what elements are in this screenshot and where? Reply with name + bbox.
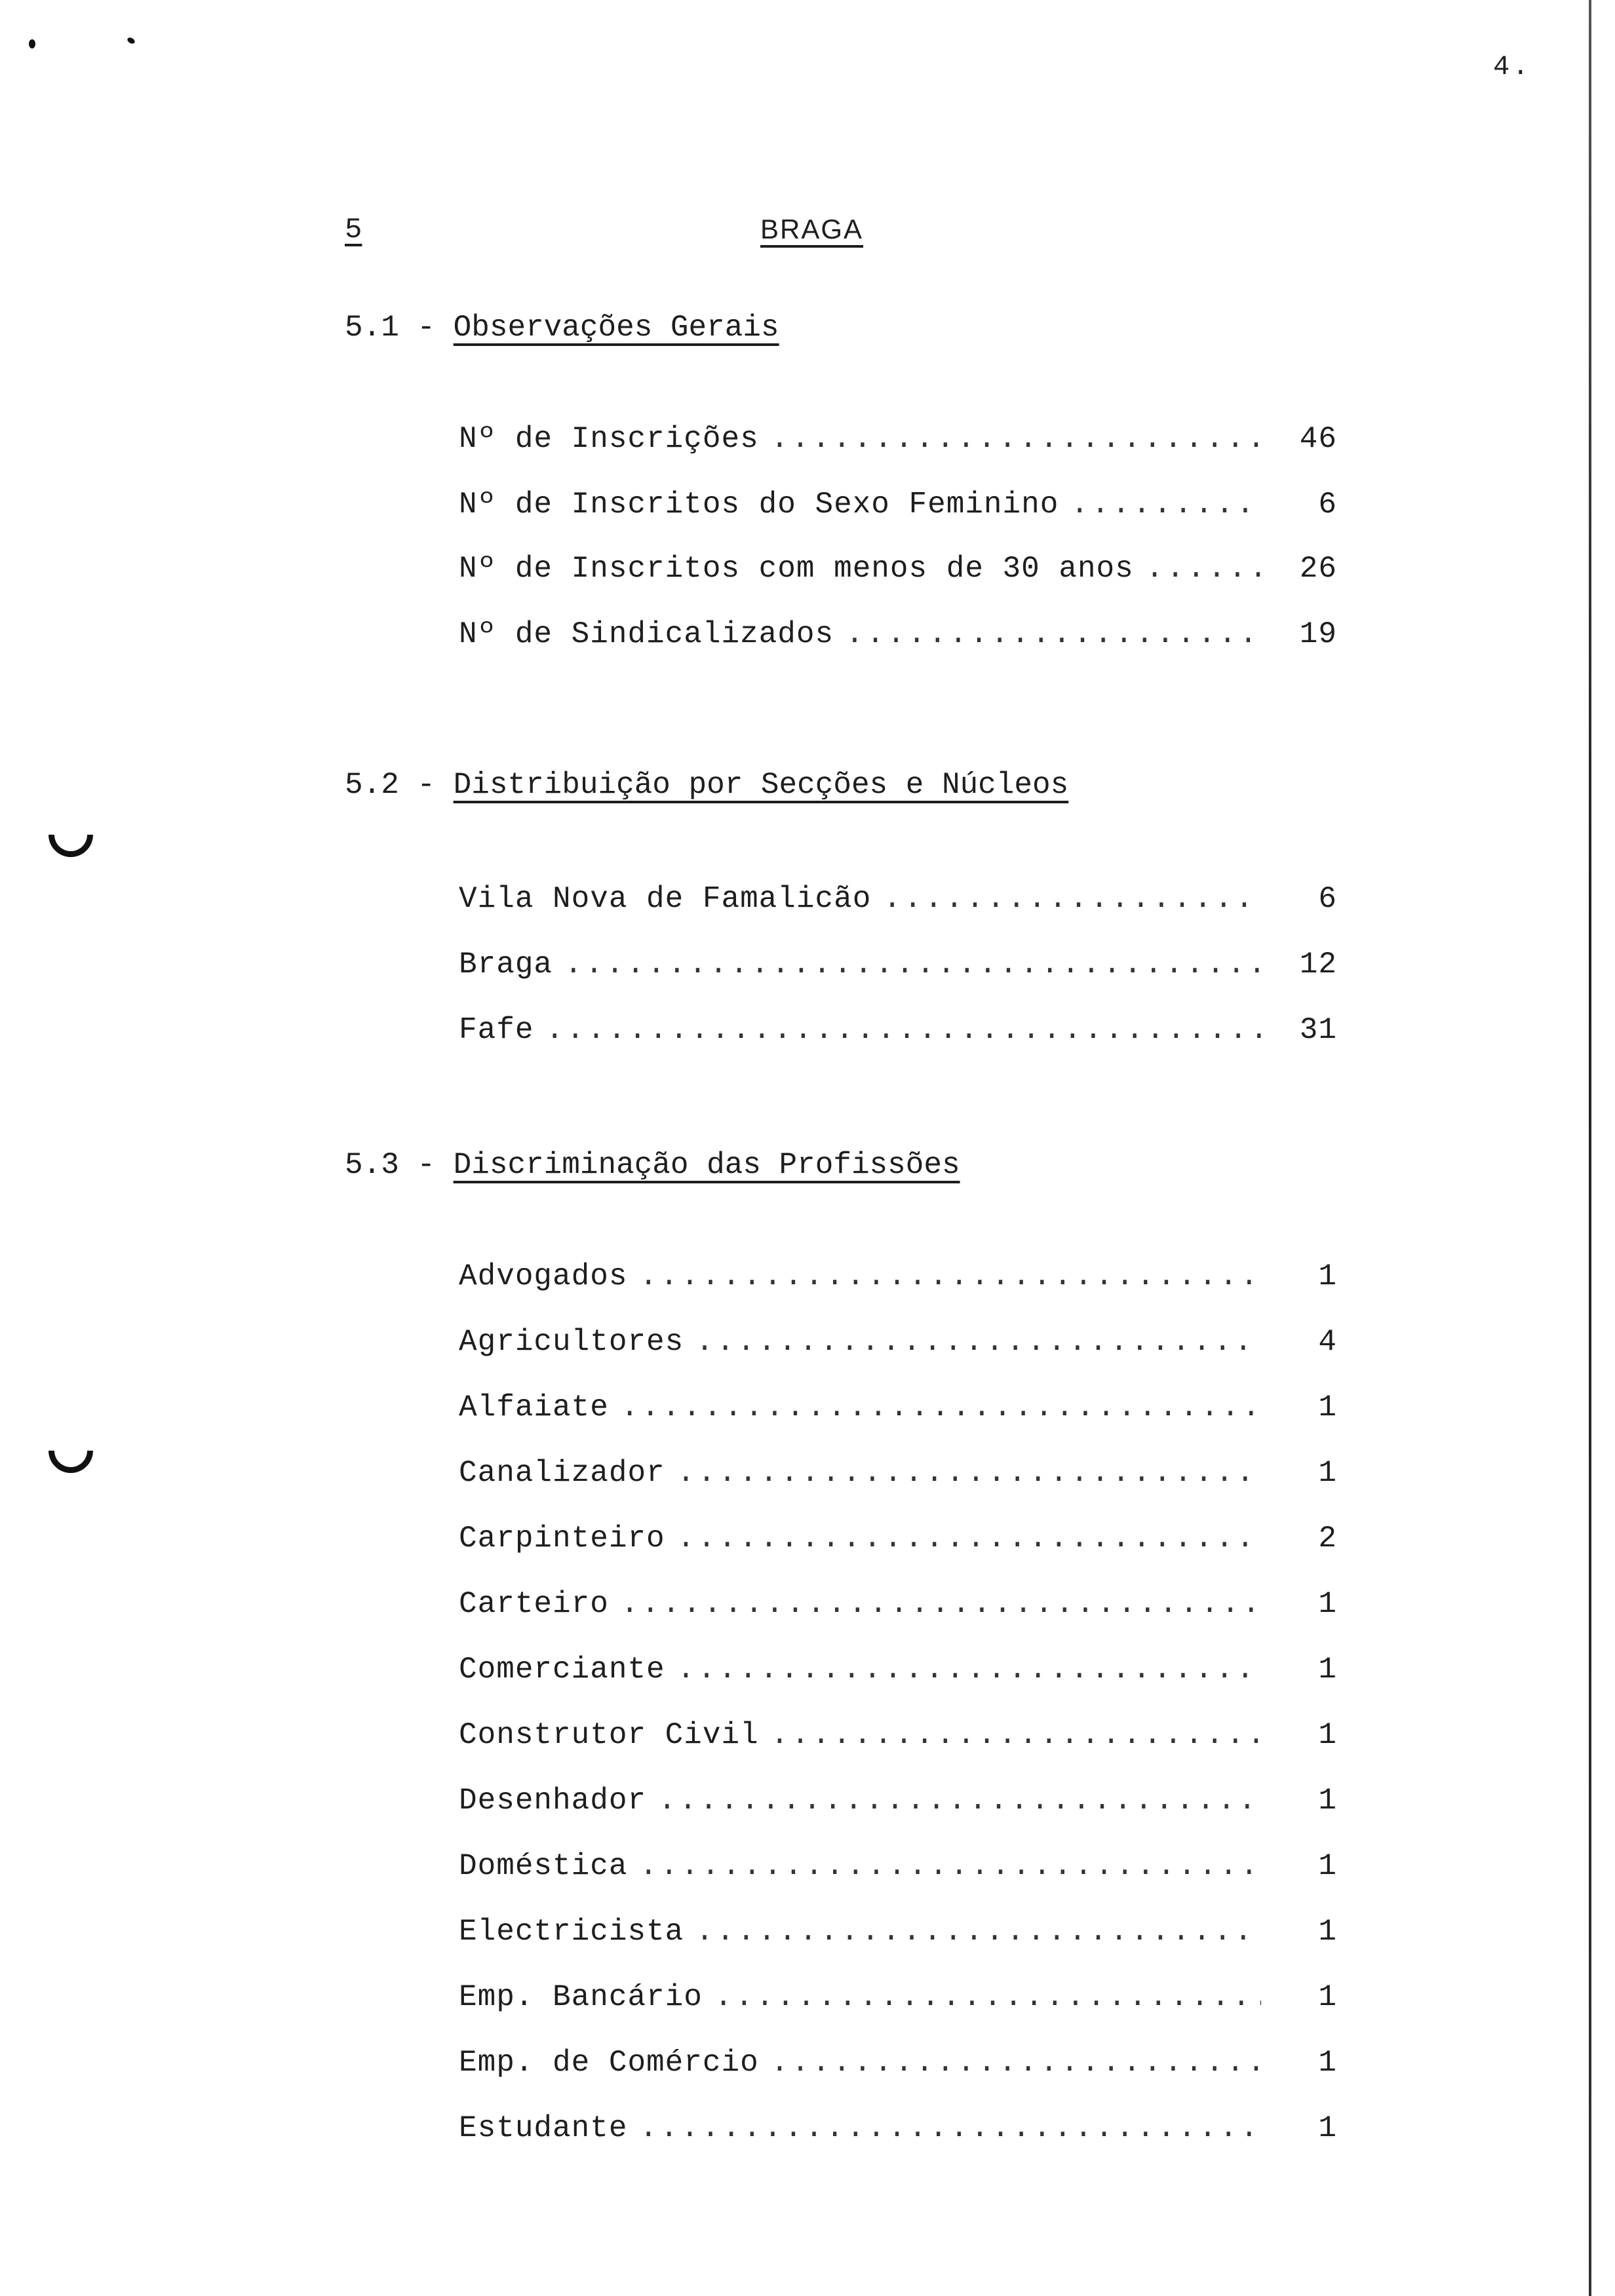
dot-leader <box>658 1784 1261 1818</box>
list-item <box>459 1784 1337 1823</box>
entry-value: 1 <box>1318 2046 1337 2080</box>
list-item <box>459 1521 1337 1561</box>
entry-label: Emp. Bancário <box>459 1980 703 2014</box>
dot-leader <box>621 1587 1261 1621</box>
dot-leader <box>639 1849 1261 1883</box>
dot-leader <box>545 1013 1261 1047</box>
entry-value: 6 <box>1318 488 1337 522</box>
entry-value: 1 <box>1318 1718 1337 1752</box>
dot-leader <box>564 947 1261 982</box>
entry-value: 1 <box>1318 1915 1337 1949</box>
dot-leader <box>677 1521 1261 1556</box>
entry-label: Doméstica <box>459 1849 628 1883</box>
entry-value: 2 <box>1318 1521 1337 1556</box>
list-item <box>459 1849 1337 1888</box>
punch-hole-mark <box>39 1419 102 1482</box>
entry-label: Comerciante <box>459 1653 665 1687</box>
entry-value: 4 <box>1318 1325 1337 1359</box>
entry-value: 1 <box>1318 1259 1337 1293</box>
dot-leader <box>883 882 1261 916</box>
entry-label: Canalizador <box>459 1456 665 1490</box>
dot-leader <box>639 2111 1261 2145</box>
subsection-title: Observações Gerais <box>453 311 779 345</box>
dot-leader <box>846 617 1261 651</box>
entry-label: Emp. de Comércio <box>459 2046 759 2080</box>
dot-leader <box>1146 552 1261 586</box>
entry-label: Fafe <box>459 1013 534 1047</box>
entry-label: Construtor Civil <box>459 1718 759 1752</box>
entry-value: 1 <box>1318 2111 1337 2145</box>
list-item <box>459 2111 1337 2151</box>
entry-label: Desenhador <box>459 1784 647 1818</box>
entry-label: Braga <box>459 947 553 982</box>
entry-label: Carpinteiro <box>459 1521 665 1556</box>
entry-label: Nº de Inscrições <box>459 422 759 456</box>
list-item <box>459 1390 1337 1430</box>
dot-leader <box>695 1325 1261 1359</box>
entry-label: Carteiro <box>459 1587 609 1621</box>
dot-leader <box>1070 488 1261 522</box>
section-number: 5 <box>345 214 362 246</box>
subsection-heading: 5.1 - Observações Gerais <box>345 311 779 345</box>
list-item <box>459 1980 1337 2019</box>
scan-speck <box>29 39 35 48</box>
list-item <box>459 1587 1337 1626</box>
dot-leader <box>771 422 1261 456</box>
list-item <box>459 552 1337 591</box>
list-item <box>459 422 1337 461</box>
list-item <box>459 1718 1337 1757</box>
entry-label: Advogados <box>459 1259 628 1293</box>
entry-label: Alfaiate <box>459 1390 609 1425</box>
entry-value: 46 <box>1299 422 1337 456</box>
dot-leader <box>639 1259 1261 1293</box>
entry-value: 26 <box>1299 552 1337 586</box>
dot-leader <box>677 1456 1261 1490</box>
entry-value: 1 <box>1318 1849 1337 1883</box>
list-item <box>459 1653 1337 1692</box>
subsection-number: 5.1 <box>345 311 399 345</box>
subsection-heading: 5.2 - Distribuição por Secções e Núcleos <box>345 768 1069 802</box>
entry-value: 1 <box>1318 1390 1337 1425</box>
list-item <box>459 1456 1337 1495</box>
entry-label: Vila Nova de Famalicão <box>459 882 872 916</box>
dot-leader <box>677 1653 1261 1687</box>
list-item <box>459 1915 1337 1954</box>
entry-label: Agricultores <box>459 1325 684 1359</box>
dot-leader <box>771 1718 1261 1752</box>
dot-leader <box>771 2046 1261 2080</box>
list-item <box>459 2046 1337 2085</box>
entry-value: 31 <box>1299 1013 1337 1047</box>
entry-value: 1 <box>1318 1456 1337 1490</box>
subsection-number: 5.3 <box>345 1148 399 1182</box>
page-number: 4. <box>1493 51 1532 83</box>
list-item <box>459 1259 1337 1299</box>
list-item <box>459 947 1337 987</box>
subsection-heading: 5.3 - Discriminação das Profissões <box>345 1148 960 1182</box>
subsection-title: Discriminação das Profissões <box>453 1148 960 1182</box>
list-item <box>459 1013 1337 1052</box>
entry-label: Nº de Sindicalizados <box>459 617 834 651</box>
scan-speck <box>126 37 136 45</box>
dot-leader <box>714 1980 1261 2014</box>
entry-value: 19 <box>1299 617 1337 651</box>
list-item <box>459 617 1337 657</box>
subsection-title: Distribuição por Secções e Núcleos <box>453 768 1069 802</box>
dot-leader <box>621 1390 1261 1425</box>
list-item <box>459 1325 1337 1364</box>
list-item <box>459 882 1337 921</box>
entry-value: 12 <box>1299 947 1337 982</box>
dot-leader <box>695 1915 1261 1949</box>
entry-value: 6 <box>1318 882 1337 916</box>
entry-value: 1 <box>1318 1980 1337 2014</box>
list-item <box>459 488 1337 527</box>
entry-value: 1 <box>1318 1587 1337 1621</box>
entry-label: Estudante <box>459 2111 628 2145</box>
section-title: BRAGA <box>760 214 864 244</box>
entry-label: Nº de Inscritos do Sexo Feminino <box>459 488 1059 522</box>
entry-label: Electricista <box>459 1915 684 1949</box>
entry-value: 1 <box>1318 1784 1337 1818</box>
entry-label: Nº de Inscritos com menos de 30 anos <box>459 552 1134 586</box>
entry-value: 1 <box>1318 1653 1337 1687</box>
subsection-number: 5.2 <box>345 768 399 802</box>
punch-hole-mark <box>39 803 102 866</box>
page-edge <box>1589 0 1591 2296</box>
